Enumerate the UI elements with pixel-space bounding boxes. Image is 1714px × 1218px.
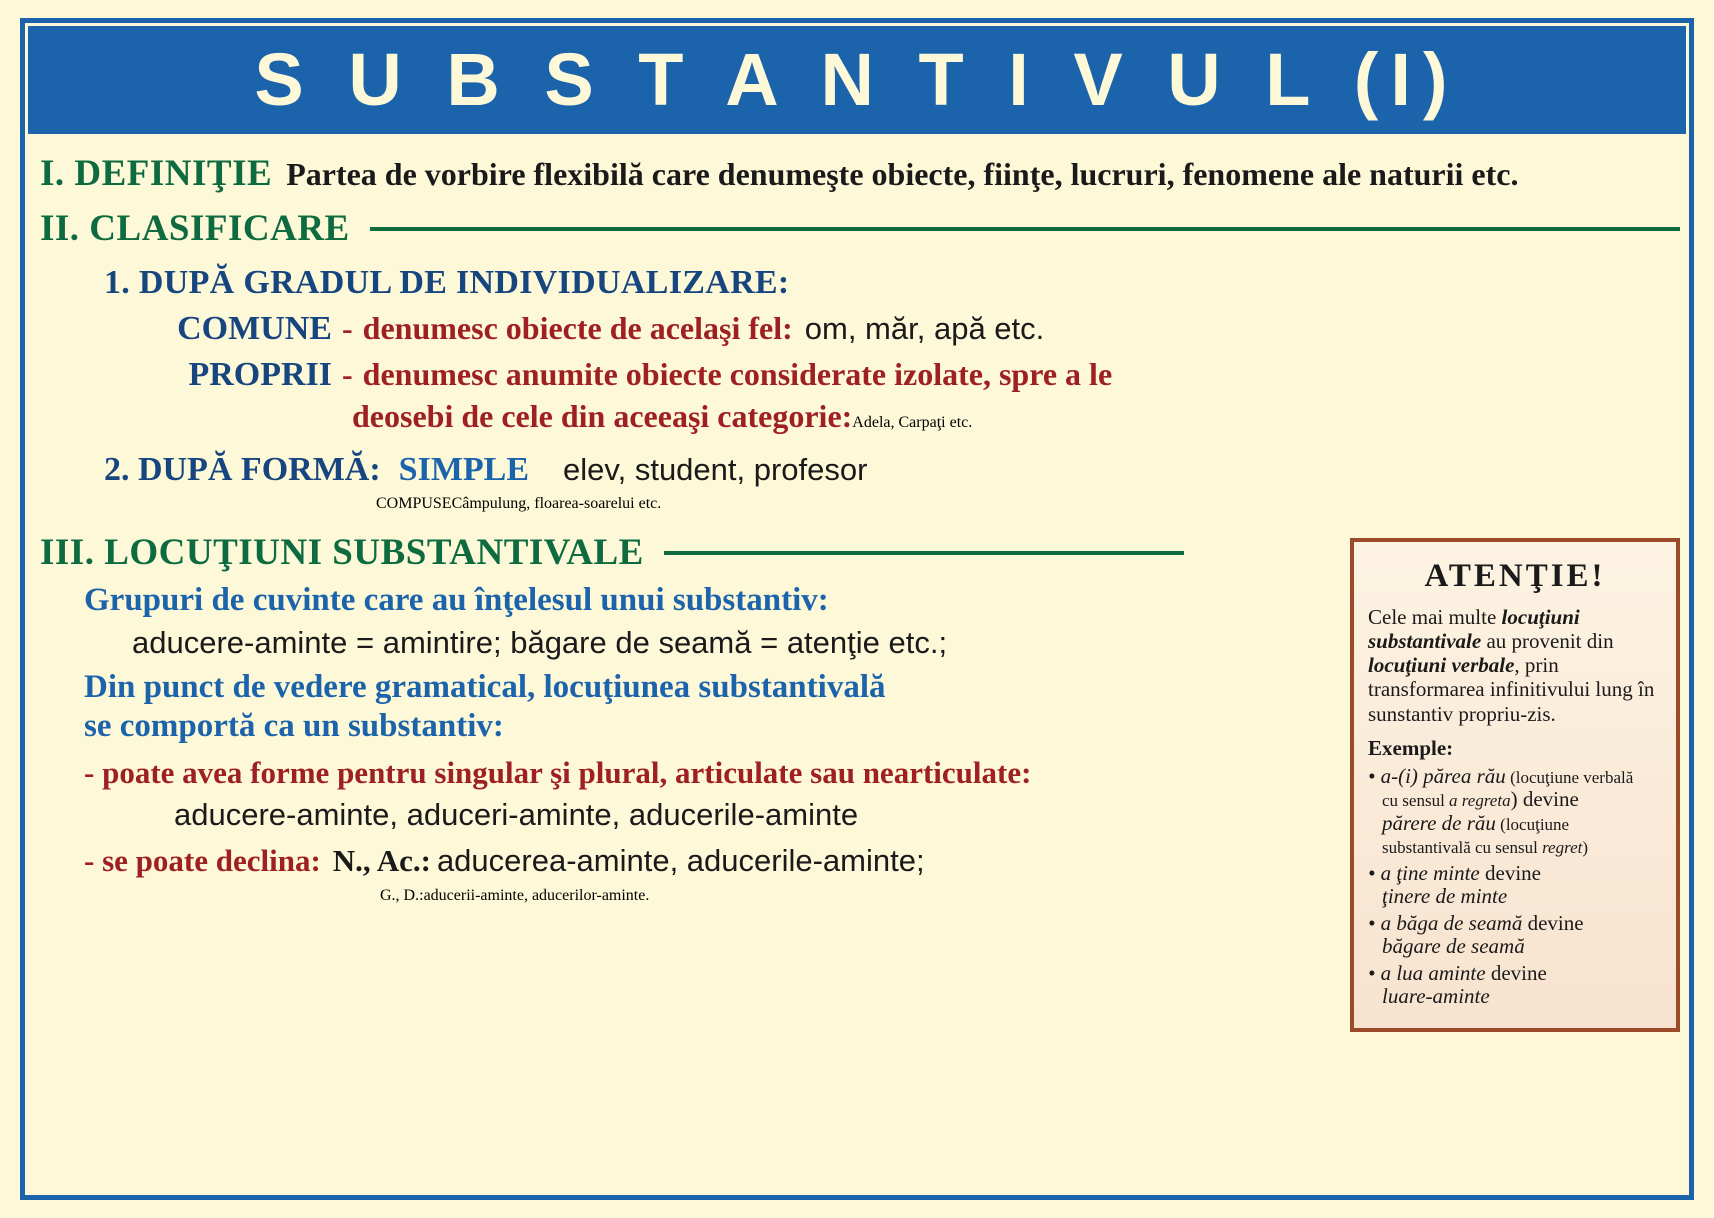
locutiuni-bullet-2-label: - se poate declina:: [84, 843, 321, 878]
section-definition-label: I. DEFINIŢIE: [40, 153, 273, 194]
attention-example-1-note2: [1368, 788, 1662, 812]
section-classification-label: II. CLASIFICARE: [40, 208, 350, 249]
attention-example-4: [1368, 962, 1662, 1009]
attention-body: [1368, 605, 1662, 726]
attention-example-1-note2-text: cu sensul: [1382, 791, 1450, 811]
item-simple-examples: elev, student, profesor: [563, 452, 868, 487]
section-definition-text: Partea de vorbire flexibilă care denumeşte obiecte, fiinţe, lucruri, fenomene ale naturii etc.: [286, 156, 1519, 192]
poster-title-bar: [28, 26, 1686, 134]
item-proprii-dash: -: [342, 356, 353, 392]
page-title: S U B S T A N T I V U L (I): [254, 38, 1460, 121]
attention-example-1-result-text: părere de rău: [1382, 810, 1496, 835]
attention-example-1-result: [1368, 812, 1662, 859]
attention-heading: ATENŢIE!: [1424, 558, 1606, 594]
item-compuse: [376, 495, 1680, 513]
locutiuni-line-1: Grupuri de cuvinte care au înţelesul unui substantiv:: [84, 582, 829, 618]
attention-example-1-main: • a-(i) părea rău: [1368, 763, 1506, 788]
item-proprii-definition-cont: deosebi de cele din aceeaşi categorie:: [352, 398, 853, 434]
attention-body-part-2: au provenit din: [1481, 629, 1614, 654]
section-classification-rule: [370, 227, 1680, 231]
item-proprii: [40, 356, 1680, 394]
section-classification-header: [40, 207, 1680, 250]
item-comune: [40, 310, 1680, 348]
attention-example-3-main: • a băga de seamă: [1368, 910, 1523, 935]
attention-example-2-result: ţinere de minte: [1382, 884, 1508, 909]
subsection-individualization-label: 1. DUPĂ GRADUL DE INDIVIDUALIZARE:: [104, 264, 790, 301]
item-comune-key: COMUNE: [177, 310, 332, 347]
locutiuni-bullet-1: - poate avea forme pentru singular şi plural, articulate sau nearticulate:: [84, 755, 1032, 790]
item-proprii-examples: Adela, Carpaţi etc.: [852, 414, 973, 431]
attention-example-4-result: luare-aminte: [1382, 984, 1490, 1009]
subsection-form: [104, 451, 1680, 489]
attention-example-3-result: băgare de seamă: [1382, 934, 1525, 959]
locutiuni-line-2: aducere-aminte = amintire; băgare de seamă = atenţie etc.;: [132, 625, 948, 660]
attention-examples-list: [1368, 765, 1662, 1009]
poster-content: [40, 150, 1680, 1194]
attention-body-part-3: , prin transformarea infinitivului lung în sunstantiv propriu-zis.: [1368, 653, 1655, 726]
section-locutiuni-label: III. LOCUŢIUNI SUBSTANTIVALE: [40, 532, 644, 573]
attention-example-3-note-end: devine: [1522, 910, 1584, 935]
attention-box: [1350, 538, 1680, 1032]
attention-example-2-note-end: devine: [1479, 860, 1541, 885]
attention-body-emphasis-1: locuţiuni substantivale: [1368, 605, 1580, 654]
section-locutiuni-rule: [664, 551, 1184, 555]
item-proprii-definition: denumesc anumite obiecte considerate izolate, spre a le: [362, 356, 1113, 392]
item-proprii-key: PROPRII: [188, 356, 332, 393]
declension-2-case: G., D.:: [380, 887, 424, 904]
attention-examples-label: Exemple:: [1368, 735, 1454, 760]
item-compuse-examples: Câmpulung, floarea-soarelui etc.: [451, 495, 662, 512]
attention-example-1-note: (locuţiune verbală: [1505, 767, 1634, 787]
attention-example-3: [1368, 912, 1662, 959]
attention-example-1-note2-emphasis: a regreta: [1449, 791, 1511, 811]
attention-example-1-result-note-end: ): [1582, 838, 1589, 858]
locutiuni-bullet-1-examples: aducere-aminte, aduceri-aminte, aducerile-aminte: [174, 797, 859, 832]
attention-example-2: [1368, 862, 1662, 909]
declension-1-case: N., Ac.:: [332, 843, 431, 878]
attention-body-part-1: Cele mai multe: [1368, 605, 1502, 629]
locutiuni-line-3a: Din punct de vedere gramatical, locuţiunea substantivală: [84, 669, 886, 705]
subsection-form-label: 2. DUPĂ FORMĂ:: [104, 451, 381, 488]
item-comune-dash: -: [342, 310, 353, 346]
item-simple-key: SIMPLE: [398, 451, 530, 488]
attention-example-1-note2-end: ) devine: [1510, 787, 1579, 812]
item-compuse-key: COMPUSE: [376, 495, 452, 512]
section-definition: [40, 152, 1680, 195]
locutiuni-line-3b: se comportă ca un substantiv:: [84, 708, 504, 744]
attention-example-1-result-note-emphasis: regret: [1542, 838, 1583, 858]
attention-example-1: [1368, 765, 1662, 859]
attention-example-2-main: • a ţine minte: [1368, 860, 1480, 885]
attention-example-4-main: • a lua aminte: [1368, 960, 1486, 985]
item-proprii-continuation: [352, 398, 1680, 435]
attention-example-1-result-note: (locuţiune substantivală cu sensul: [1382, 814, 1570, 858]
attention-body-emphasis-2: locuţiuni verbale: [1368, 653, 1515, 678]
item-comune-examples: om, măr, apă etc.: [804, 311, 1045, 346]
declension-1-forms: aducerea-aminte, aducerile-aminte;: [436, 843, 925, 878]
attention-example-4-note-end: devine: [1485, 960, 1547, 985]
declension-2-forms: aducerii-aminte, aducerilor-aminte.: [423, 887, 650, 904]
item-comune-definition: denumesc obiecte de acelaşi fel:: [362, 310, 793, 346]
